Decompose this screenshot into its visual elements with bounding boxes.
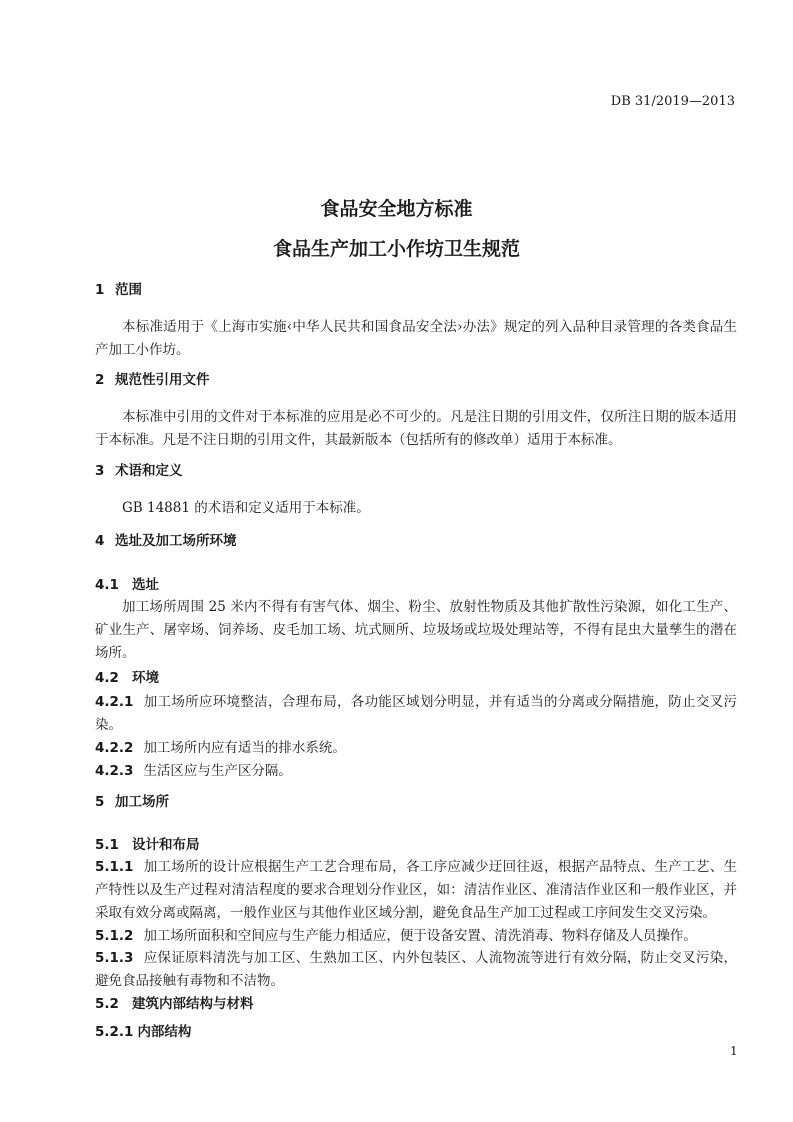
section-title: 规范性引用文件: [115, 372, 210, 388]
subsection-4-2-heading: [95, 666, 159, 686]
clause-5-1-1: [95, 856, 737, 925]
clause-5-1-3: [95, 947, 737, 993]
clause-number: 5.1.1: [95, 859, 134, 875]
section-1-heading: [95, 278, 142, 298]
section-4-heading: [95, 529, 237, 549]
subsection-title: 环境: [132, 670, 159, 686]
subsection-5-1-heading: [95, 833, 200, 853]
section-number: 4: [95, 533, 105, 549]
clause-number: 4.2.1: [95, 694, 134, 710]
section-2-paragraph: 本标准中引用的文件对于本标准的应用是必不可少的。凡是注日期的引用文件，仅所注日期的版本适用于本标准。凡是不注日期的引用文件，其最新版本（包括所有的修改单）适用于本标准。: [95, 409, 737, 448]
subsection-4-1-paragraph: 加工场所周围 25 米内不得有有害气体、烟尘、粉尘、放射性物质及其他扩散性污染源，如化工生产、矿业生产、屠宰场、饲养场、皮毛加工场、坑式厕所、垃圾场或垃圾处理站等，不得有昆虫大量孳生的潜在场所。: [95, 599, 737, 661]
clause-number: 4.2.2: [95, 740, 134, 756]
subsection-title: 建筑内部结构与材料: [132, 996, 254, 1012]
document-title-line2: 食品生产加工小作坊卫生规范: [272, 238, 520, 260]
document-title-line1: 食品安全地方标准: [320, 198, 473, 220]
clause-text: 应保证原料清洗与加工区、生熟加工区、内外包装区、人流物流等进行有效分隔，防止交叉污染，避免食品接触有毒物和不洁物。: [95, 950, 737, 989]
clause-5-1-2: [95, 925, 737, 948]
section-title: 加工场所: [115, 794, 169, 810]
clause-4-2-1: [95, 691, 737, 737]
section-3-paragraph: GB 14881 的术语和定义适用于本标准。: [122, 500, 370, 516]
clause-4-2-2: [95, 737, 737, 760]
section-title: 选址及加工场所环境: [115, 533, 237, 549]
clause-text: 生活区应与生产区分隔。: [143, 763, 292, 779]
subsection-number: 5.1: [95, 837, 119, 853]
section-1-paragraph: 本标准适用于《上海市实施‹中华人民共和国食品安全法›办法》规定的列入品种目录管理的各类食品生产加工小作坊。: [95, 319, 737, 358]
clause-text: 加工场所的设计应根据生产工艺合理布局，各工序应减少迂回往返，根据产品特点、生产工艺、生产特性以及生产过程对清洁程度的要求合理划分作业区，如：清洁作业区、准清洁作业区和一般作业区，并采取有效分离或隔离，一般作业区与其他作业区域分割，避免食品生产加工过程或工序间发生交叉污染。: [95, 859, 737, 921]
subsection-number: 5.2.1: [95, 1024, 134, 1040]
clause-4-2-3: [95, 760, 737, 783]
subsection-5-2-heading: [95, 992, 254, 1012]
document-id: DB 31/2019—2013: [610, 94, 735, 109]
section-3-heading: [95, 459, 183, 479]
subsection-title: 设计和布局: [132, 837, 200, 853]
section-5-heading: [95, 790, 169, 810]
section-2-heading: [95, 368, 210, 388]
section-number: 2: [95, 372, 105, 388]
subsection-title: 选址: [132, 577, 159, 593]
section-number: 5: [95, 794, 105, 810]
clause-number: 4.2.3: [95, 763, 134, 779]
clause-text: 加工场所内应有适当的排水系统。: [143, 740, 346, 756]
subsection-number: 4.1: [95, 577, 119, 593]
section-number: 1: [95, 282, 105, 298]
section-title: 术语和定义: [115, 463, 183, 479]
clause-text: 加工场所应环境整洁，合理布局，各功能区域划分明显，并有适当的分离或分隔措施，防止交叉污染。: [95, 694, 737, 733]
section-title: 范围: [115, 282, 142, 298]
subsection-number: 5.2: [95, 996, 119, 1012]
page-number: 1: [730, 1044, 738, 1058]
subsection-title: 内部结构: [137, 1024, 192, 1040]
subsection-4-1-heading: [95, 573, 159, 593]
clause-number: 5.1.3: [95, 950, 134, 966]
subsection-5-2-1-heading: [95, 1020, 191, 1040]
subsection-number: 4.2: [95, 670, 119, 686]
section-number: 3: [95, 463, 105, 479]
clause-text: 加工场所面积和空间应与生产能力相适应，便于设备安置、清洗消毒、物料存储及人员操作。: [143, 928, 697, 944]
clause-number: 5.1.2: [95, 928, 134, 944]
